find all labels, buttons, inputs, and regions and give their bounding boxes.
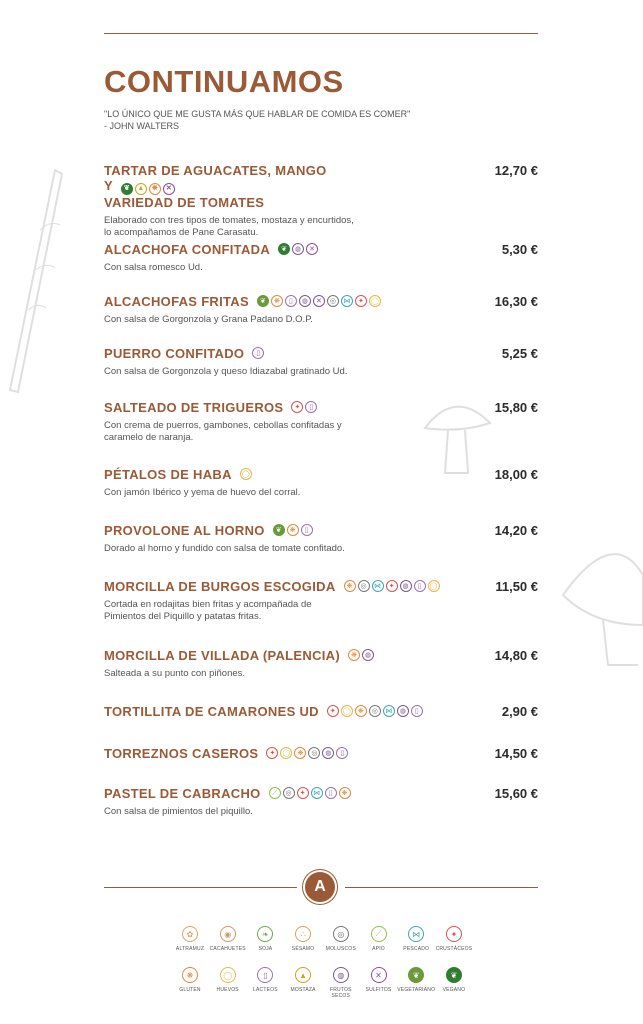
mostaza-icon: ▲ xyxy=(135,183,147,195)
legend-item xyxy=(210,926,246,952)
item-price: 14,80 € xyxy=(494,648,538,663)
legend-label: GLUTEN xyxy=(179,987,201,993)
crustaceos-icon: ✦ xyxy=(291,401,303,413)
item-price: 15,80 € xyxy=(494,400,538,415)
menu-item xyxy=(104,163,538,239)
moluscos-icon: ◎ xyxy=(358,580,370,592)
sulfitos-icon: ✕ xyxy=(371,967,387,983)
legend-item xyxy=(247,926,283,952)
huevos-icon: ◯ xyxy=(428,580,440,592)
vegano-icon: ❦ xyxy=(121,183,133,195)
legend-item xyxy=(436,967,472,999)
item-name: PROVOLONE AL HORNO xyxy=(104,523,265,538)
lacteos-icon: ▯ xyxy=(411,705,423,717)
menu-item xyxy=(104,400,538,444)
item-description: Elaborado con tres tipos de tomates, mostaza y encurtidos, lo acompañamos de Pane Carasatu. xyxy=(104,214,354,238)
allergen-icons xyxy=(257,295,381,307)
allergen-icons xyxy=(121,183,175,195)
item-name: MORCILLA DE VILLADA (PALENCIA) xyxy=(104,648,340,663)
crustaceos-icon: ✦ xyxy=(386,580,398,592)
legend-label: ALTRAMUZ xyxy=(175,946,205,952)
brand-logo: A xyxy=(305,872,335,902)
sulfitos-icon: ✕ xyxy=(163,183,175,195)
allergen-icons xyxy=(240,468,252,480)
item-description: Cortada en rodajitas bien fritas y acompañada de Pimientos del Piquillo y patatas fritas. xyxy=(104,599,312,622)
item-description: Dorado al horno y fundido con salsa de tomate confitado. xyxy=(104,543,345,554)
item-name: PÉTALOS DE HABA xyxy=(104,467,232,482)
lacteos-icon: ▯ xyxy=(336,747,348,759)
moluscos-icon: ◎ xyxy=(333,926,349,942)
menu-item xyxy=(104,467,538,499)
item-name: SALTEADO DE TRIGUEROS xyxy=(104,400,284,415)
menu-item xyxy=(104,704,538,719)
legend-divider-left xyxy=(104,887,297,888)
item-price: 15,60 € xyxy=(494,786,538,801)
allergen-icons xyxy=(291,401,317,413)
legend-label: MOLUSCOS xyxy=(325,946,356,952)
altramuz-icon: ✿ xyxy=(182,926,198,942)
item-price: 2,90 € xyxy=(501,704,538,719)
top-divider xyxy=(104,33,538,34)
legend-item xyxy=(210,967,246,999)
item-price: 5,30 € xyxy=(501,242,538,257)
legend-label: SÉSAMO xyxy=(291,946,315,952)
frutos-secos-icon: ◍ xyxy=(292,243,304,255)
vegetariano-icon: ❦ xyxy=(273,524,285,536)
item-description: Con crema de puerros, gambones, cebollas confitadas y caramelo de naranja. xyxy=(104,420,342,443)
item-price: 11,50 € xyxy=(495,579,538,594)
page-title: CONTINUAMOS xyxy=(104,64,344,99)
menu-item xyxy=(104,648,538,680)
moluscos-icon: ◎ xyxy=(308,747,320,759)
item-name: MORCILLA DE BURGOS ESCOGIDA xyxy=(104,579,336,594)
lacteos-icon: ▯ xyxy=(414,580,426,592)
gluten-icon: ❋ xyxy=(287,524,299,536)
apio-icon: ⟋ xyxy=(371,926,387,942)
pescado-icon: ⋈ xyxy=(311,787,323,799)
legend-label: SOJA xyxy=(258,946,273,952)
frutos-secos-icon: ◍ xyxy=(362,649,374,661)
legend-label: VEGANO xyxy=(442,987,466,993)
item-description: Salteada a su punto con piñones. xyxy=(104,668,246,679)
item-name: ALCACHOFA CONFITADA xyxy=(104,242,271,257)
legend-label: VEGETARIANO xyxy=(397,987,436,993)
legend-item xyxy=(398,967,434,999)
frutos-secos-icon: ◍ xyxy=(333,967,349,983)
cacahuetes-icon: ◉ xyxy=(220,926,236,942)
moluscos-icon: ◎ xyxy=(327,295,339,307)
legend-item xyxy=(361,967,397,999)
legend-label: SULFITOS xyxy=(365,987,392,993)
legend-label: FRUTOS SECOS xyxy=(329,987,352,999)
mushroom-large-illustration-icon xyxy=(553,535,643,675)
legend-item xyxy=(323,926,359,952)
lacteos-icon: ▯ xyxy=(301,524,313,536)
item-description: Con salsa de pimientos del piquillo. xyxy=(104,806,253,817)
legend-item xyxy=(285,967,321,999)
item-price: 16,30 € xyxy=(494,294,538,309)
allergen-icons xyxy=(252,347,264,359)
lacteos-icon: ▯ xyxy=(257,967,273,983)
menu-item xyxy=(104,786,538,818)
legend-item xyxy=(172,967,208,999)
gluten-icon: ❋ xyxy=(355,705,367,717)
crustaceos-icon: ✦ xyxy=(446,926,462,942)
crustaceos-icon: ✦ xyxy=(327,705,339,717)
legend-item xyxy=(323,967,359,999)
menu-item xyxy=(104,579,538,623)
lacteos-icon: ▯ xyxy=(325,787,337,799)
item-name: TORTILLITA DE CAMARONES UD xyxy=(104,704,319,719)
legend-label: LÁCTEOS xyxy=(253,987,278,993)
vegetariano-icon: ❦ xyxy=(408,967,424,983)
gluten-icon: ❋ xyxy=(344,580,356,592)
item-price: 14,50 € xyxy=(494,746,538,761)
crustaceos-icon: ✦ xyxy=(266,747,278,759)
pescado-icon: ⋈ xyxy=(372,580,384,592)
frutos-secos-icon: ◍ xyxy=(299,295,311,307)
legend-item xyxy=(436,926,472,952)
crustaceos-icon: ✦ xyxy=(297,787,309,799)
menu-item xyxy=(104,346,538,378)
header-quote: "LO ÚNICO QUE ME GUSTA MÁS QUE HABLAR DE COMIDA ES COMER" - JOHN WALTERS xyxy=(104,109,411,131)
legend-label: MOSTAZA xyxy=(290,987,316,993)
gluten-icon: ❋ xyxy=(348,649,360,661)
item-price: 18,00 € xyxy=(494,467,538,482)
sesamo-icon: ∴ xyxy=(295,926,311,942)
huevos-icon: ◯ xyxy=(280,747,292,759)
mostaza-icon: ▲ xyxy=(295,967,311,983)
item-description: Con salsa romesco Ud. xyxy=(104,262,203,273)
lacteos-icon: ▯ xyxy=(252,347,264,359)
item-name: PASTEL DE CABRACHO xyxy=(104,786,261,801)
gluten-icon: ❋ xyxy=(271,295,283,307)
asparagus-illustration-icon xyxy=(0,160,70,395)
gluten-icon: ❋ xyxy=(294,747,306,759)
menu-item xyxy=(104,746,538,761)
vegetariano-icon: ❦ xyxy=(257,295,269,307)
huevos-icon: ◯ xyxy=(220,967,236,983)
sulfitos-icon: ✕ xyxy=(306,243,318,255)
menu-item xyxy=(104,242,538,274)
allergen-icons xyxy=(348,649,374,661)
legend-divider-right xyxy=(345,887,538,888)
gluten-icon: ❋ xyxy=(182,967,198,983)
vegano-icon: ❦ xyxy=(278,243,290,255)
item-description: Con salsa de Gorgonzola y Grana Padano D.O.P. xyxy=(104,314,313,325)
frutos-secos-icon: ◍ xyxy=(322,747,334,759)
item-name: TORREZNOS CASEROS xyxy=(104,746,259,761)
item-price: 5,25 € xyxy=(501,346,538,361)
item-description: Con salsa de Gorgonzola y queso Idiazabal gratinado Ud. xyxy=(104,366,348,377)
sulfitos-icon: ✕ xyxy=(313,295,325,307)
legend-label: PESCADO xyxy=(403,946,430,952)
crustaceos-icon: ✦ xyxy=(355,295,367,307)
apio-icon: ⟋ xyxy=(269,787,281,799)
legend-item xyxy=(172,926,208,952)
allergen-legend-row-1 xyxy=(172,926,472,952)
soja-icon: ❧ xyxy=(257,926,273,942)
gluten-icon: ❋ xyxy=(149,183,161,195)
allergen-icons xyxy=(273,524,313,536)
gluten-icon: ❋ xyxy=(339,787,351,799)
legend-item xyxy=(285,926,321,952)
item-price: 14,20 € xyxy=(494,523,538,538)
frutos-secos-icon: ◍ xyxy=(397,705,409,717)
item-description: Con jamón Ibérico y yema de huevo del corral. xyxy=(104,487,301,498)
allergen-icons xyxy=(266,747,348,759)
legend-item xyxy=(247,967,283,999)
moluscos-icon: ◎ xyxy=(283,787,295,799)
legend-item xyxy=(398,926,434,952)
legend-label: HUEVOS xyxy=(216,987,239,993)
moluscos-icon: ◎ xyxy=(369,705,381,717)
pescado-icon: ⋈ xyxy=(341,295,353,307)
legend-label: CRUSTÁCEOS xyxy=(435,946,473,952)
vegano-icon: ❦ xyxy=(446,967,462,983)
allergen-icons xyxy=(344,580,440,592)
allergen-icons xyxy=(278,243,318,255)
menu-item xyxy=(104,523,538,555)
item-name: TARTAR DE AGUACATES, MANGO Y ❦ ▲ ❋ ✕ VARIEDAD DE TOMATES xyxy=(104,163,327,210)
pescado-icon: ⋈ xyxy=(408,926,424,942)
allergen-icons xyxy=(269,787,351,799)
item-name: ALCACHOFAS FRITAS xyxy=(104,294,249,309)
huevos-icon: ◯ xyxy=(240,468,252,480)
item-name: PUERRO CONFITADO xyxy=(104,346,245,361)
legend-label: APIO xyxy=(372,946,385,952)
huevos-icon: ◯ xyxy=(341,705,353,717)
allergen-icons xyxy=(327,705,423,717)
legend-item xyxy=(361,926,397,952)
lacteos-icon: ▯ xyxy=(305,401,317,413)
huevos-icon: ◯ xyxy=(369,295,381,307)
allergen-legend-row-2 xyxy=(172,967,472,999)
item-price: 12,70 € xyxy=(494,163,538,178)
menu-item xyxy=(104,294,538,326)
legend-label: CACAHUETES xyxy=(209,946,246,952)
pescado-icon: ⋈ xyxy=(383,705,395,717)
lacteos-icon: ▯ xyxy=(285,295,297,307)
frutos-secos-icon: ◍ xyxy=(400,580,412,592)
